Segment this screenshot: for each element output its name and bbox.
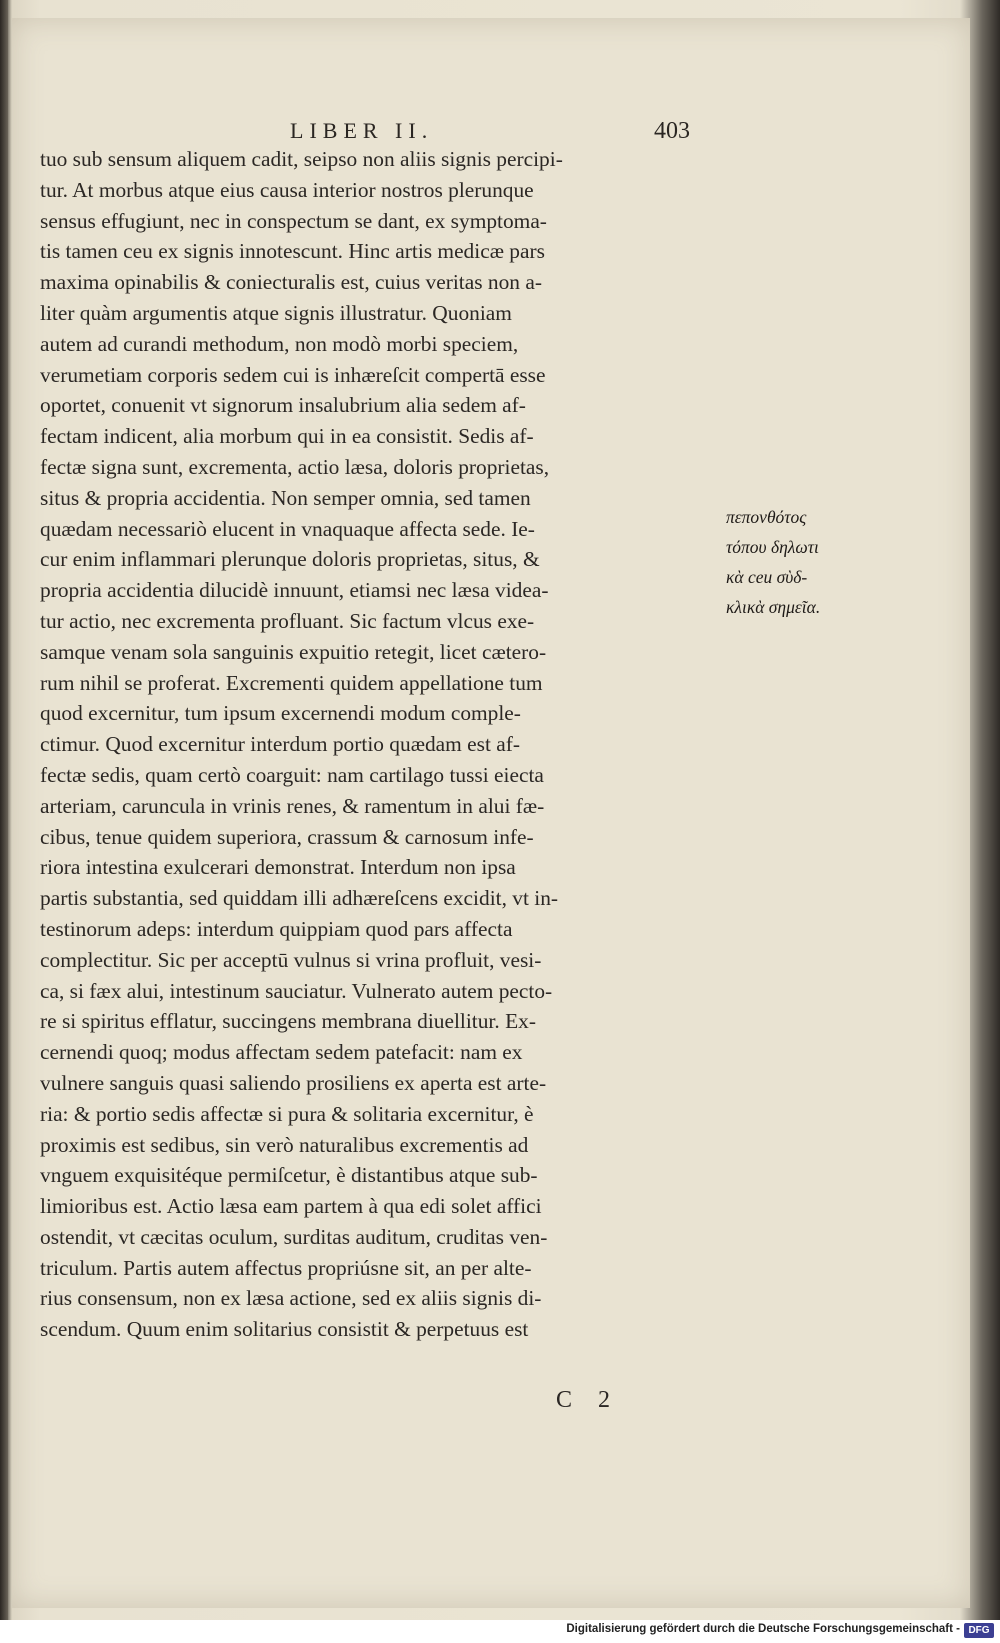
book-spine-edge <box>0 0 8 1620</box>
text-line: triculum. Partis autem affectus propriúsne sit, an per alte- <box>40 1255 532 1280</box>
marginal-note-line: τόπου δηλωτι <box>726 537 819 557</box>
text-line: complectitur. Sic per acceptū vulnus si vrina profluit, vesi- <box>40 947 542 972</box>
text-line: sensus effugiunt, nec in conspectum se dant, ex symptoma- <box>40 208 547 233</box>
text-line: maxima opinabilis & coniecturalis est, cuius veritas non a- <box>40 270 542 295</box>
text-line: ca, si fæx alui, intestinum sauciatur. Vulnerato autem pecto- <box>40 978 553 1003</box>
text-line: testinorum adeps: interdum quippiam quod pars affecta <box>40 916 513 941</box>
text-line: oportet, conuenit vt signorum insalubrium alia sedem af- <box>40 393 526 418</box>
footer-bar <box>0 1620 1000 1643</box>
text-line: limioribus est. Actio læsa eam partem à qua edi solet affici <box>40 1194 542 1219</box>
text-line: liter quàm argumentis atque signis illustratur. Quoniam <box>40 300 512 325</box>
text-line: quædam necessariò elucent in vnaquaque affecta sede. Ie- <box>40 516 535 541</box>
text-line: partis substantia, sed quiddam illi adhæreſcens excidit, vt in- <box>40 886 559 911</box>
text-line: arteriam, caruncula in vrinis renes, & ramentum in alui fæ- <box>40 793 545 818</box>
text-line: fectæ sedis, quam certò coarguit: nam cartilago tussi eiecta <box>40 762 544 787</box>
greek-marginal-note <box>726 502 856 622</box>
text-line: ctimur. Quod excernitur interdum portio quædam est af- <box>40 732 520 757</box>
text-line: situs & propria accidentia. Non semper omnia, sed tamen <box>40 485 531 510</box>
text-line: re si spiritus efflatur, succingens membrana diuellitur. Ex- <box>40 1009 536 1034</box>
page-number: 403 <box>654 118 690 144</box>
text-line: rius consensum, non ex læsa actione, sed ex aliis signis di- <box>40 1286 542 1311</box>
text-line: ostendit, vt cæcitas oculum, surditas auditum, cruditas ven- <box>40 1224 548 1249</box>
dfg-logo: DFG <box>964 1623 994 1638</box>
running-title: LIBER II. <box>290 118 434 143</box>
text-line: vulnere sanguis quasi saliendo prosiliens ex aperta est arte- <box>40 1070 547 1095</box>
text-line: ria: & portio sedis affectæ si pura & solitaria excernitur, è <box>40 1101 534 1126</box>
text-line: verumetiam corporis sedem cui is inhæreſcit compertā esse <box>40 362 546 387</box>
signature-mark: C 2 <box>556 1387 621 1413</box>
text-line: scendum. Quum enim solitarius consistit & perpetuus est <box>40 1317 529 1342</box>
text-line: fectæ signa sunt, excrementa, actio læsa, doloris proprietas, <box>40 454 550 479</box>
text-line: samque venam sola sanguinis expuitio retegit, licet cætero- <box>40 639 547 664</box>
text-line: cibus, tenue quidem superiora, crassum & carnosum infe- <box>40 824 534 849</box>
marginal-note-line: κὰ ceu σὺδ- <box>726 567 808 587</box>
text-line: cernendi quoq; modus affectam sedem patefacit: nam ex <box>40 1040 523 1065</box>
marginal-note-line: πεπονθότος <box>726 507 807 527</box>
text-line: fectam indicent, alia morbum qui in ea consistit. Sedis af- <box>40 424 534 449</box>
text-line: autem ad curandi methodum, non modò morbi speciem, <box>40 331 519 356</box>
text-line: tur actio, nec excrementa profluant. Sic factum vlcus exe- <box>40 608 535 633</box>
marginal-note-line: κλικὰ σημεῖα. <box>726 597 821 617</box>
text-line: cur enim inflammari plerunque doloris proprietas, situs, & <box>40 547 540 572</box>
text-line: riora intestina exulcerari demonstrat. Interdum non ipsa <box>40 855 516 880</box>
text-line: propria accidentia dilucidè innuunt, etiamsi nec læsa videa- <box>40 578 549 603</box>
text-line: tuo sub sensum aliquem cadit, seipso non aliis signis percipi- <box>40 147 563 171</box>
text-line: vnguem exquisitéque permiſcetur, è distantibus atque sub- <box>40 1163 538 1188</box>
text-line: tur. At morbus atque eius causa interior nostros plerunque <box>40 177 534 202</box>
text-line: quod excernitur, tum ipsum excernendi modum comple- <box>40 701 521 726</box>
text-line: proximis est sedibus, sin verò naturalibus excrementis ad <box>40 1132 529 1157</box>
text-line: tis tamen ceu ex signis innotescunt. Hinc artis medicæ pars <box>40 239 545 264</box>
text-line: rum nihil se proferat. Excrementi quidem appellatione tum <box>40 670 543 695</box>
footer-credit: Digitalisierung gefördert durch die Deutsche Forschungsgemeinschaft - <box>566 1623 960 1635</box>
body-text <box>40 144 700 1345</box>
